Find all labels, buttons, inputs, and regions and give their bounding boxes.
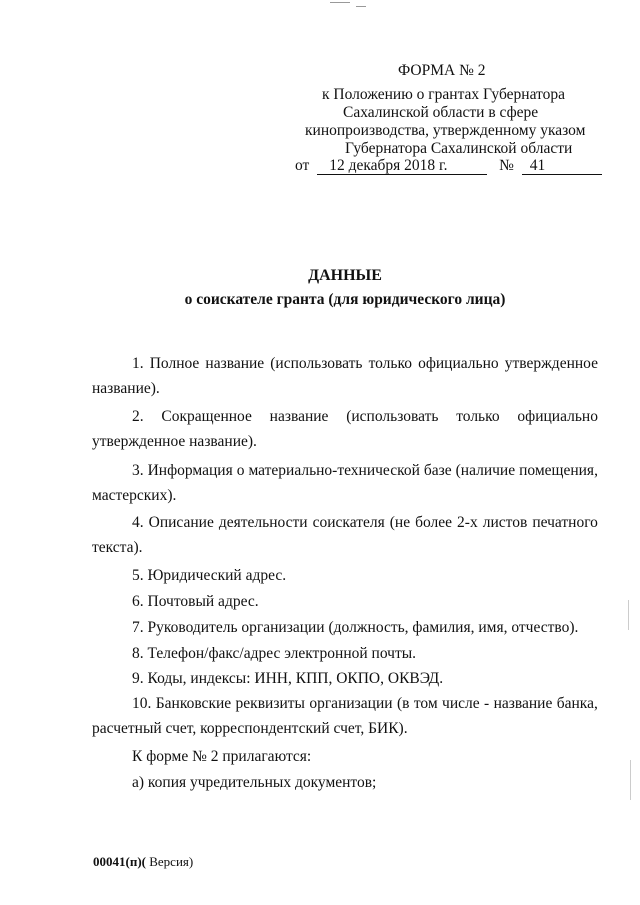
word: о xyxy=(236,462,245,479)
item-3-line-1 xyxy=(132,462,598,480)
attachment-a: а) копия учредительных документов; xyxy=(132,774,377,791)
word: 10. xyxy=(132,695,152,712)
word: деятельности xyxy=(218,514,308,531)
word: организации xyxy=(309,695,393,712)
word: только xyxy=(368,355,412,372)
item-2-line-2: утвержденное название). xyxy=(92,433,257,450)
word: название xyxy=(493,695,553,712)
item-3-line-2: мастерских). xyxy=(92,487,177,504)
word: (не xyxy=(389,514,411,531)
decree-date-line xyxy=(295,157,602,175)
scan-mark xyxy=(628,600,629,630)
item-4-line-1 xyxy=(132,514,598,532)
word: соискателя xyxy=(312,514,385,531)
item-10-line-1 xyxy=(132,695,598,713)
item-1-line-2: название). xyxy=(92,380,160,397)
word: банка, xyxy=(556,695,598,712)
date-prefix: от xyxy=(295,157,310,174)
footer-code: 00041(п)( xyxy=(93,854,146,869)
item-5: 5. Юридический адрес. xyxy=(132,567,287,584)
word: Полное xyxy=(149,355,200,372)
word: Банковские xyxy=(155,695,232,712)
attachments-intro: К форме № 2 прилагаются: xyxy=(132,748,312,765)
word: материально-технической xyxy=(248,462,420,479)
word: более xyxy=(415,514,453,531)
word: Описание xyxy=(148,514,214,531)
word: листов xyxy=(482,514,528,531)
item-2-line-1 xyxy=(132,408,598,426)
word: том xyxy=(413,695,438,712)
decree-number: 41 xyxy=(522,158,602,175)
header-line-1: к Положению о грантах Губернатора xyxy=(322,86,565,103)
item-6: 6. Почтовый адрес. xyxy=(132,593,259,610)
word: печатного xyxy=(532,514,598,531)
item-4-line-2: текста). xyxy=(92,539,143,556)
header-line-3: кинопроизводства, утвержденному указом xyxy=(305,122,586,139)
header-line-4: Губернатора Сахалинской области xyxy=(345,140,573,157)
word: (в xyxy=(396,695,410,712)
word: Информация xyxy=(147,462,233,479)
word: 1. xyxy=(132,355,144,372)
footer-version: Версия) xyxy=(145,854,194,869)
scan-mark xyxy=(330,2,350,3)
item-10-line-2: расчетный счет, корреспондентский счет, БИК). xyxy=(92,720,408,737)
word: 2-х xyxy=(457,514,478,531)
word: утвержденное xyxy=(504,355,598,372)
scan-mark xyxy=(356,6,366,7)
word: 2. xyxy=(132,408,144,425)
header-line-2: Сахалинской области в сфере xyxy=(343,104,539,121)
document-subtitle: о соискателе гранта (для юридического лица) xyxy=(184,291,506,308)
word: 4. xyxy=(132,514,144,531)
word: помещения, xyxy=(519,462,598,479)
word: название xyxy=(269,408,329,425)
item-1-line-1 xyxy=(132,355,598,373)
word: только xyxy=(456,408,500,425)
document-footer-code xyxy=(93,854,193,870)
scan-mark xyxy=(630,760,631,800)
word: (использовать xyxy=(270,355,363,372)
word: название xyxy=(205,355,265,372)
document-title: ДАННЫЕ xyxy=(308,267,382,284)
decree-date: 12 декабря 2018 г. xyxy=(317,158,487,175)
word: (использовать xyxy=(346,408,439,425)
word: базе xyxy=(423,462,452,479)
item-9: 9. Коды, индексы: ИНН, КПП, ОКПО, ОКВЭД. xyxy=(132,670,444,687)
word: официально xyxy=(418,355,499,372)
word: - xyxy=(484,695,490,712)
item-7: 7. Руководитель организации (должность, фамилия, имя, отчество). xyxy=(132,619,579,636)
word: числе xyxy=(442,695,480,712)
word: 3. xyxy=(132,462,144,479)
word: реквизиты xyxy=(235,695,305,712)
word: Сокращенное xyxy=(161,408,252,425)
form-number-title: ФОРМА № 2 xyxy=(398,62,486,79)
word: официально xyxy=(517,408,598,425)
number-prefix: № xyxy=(499,157,514,174)
item-8: 8. Телефон/факс/адрес электронной почты. xyxy=(132,645,417,662)
word: (наличие xyxy=(455,462,516,479)
